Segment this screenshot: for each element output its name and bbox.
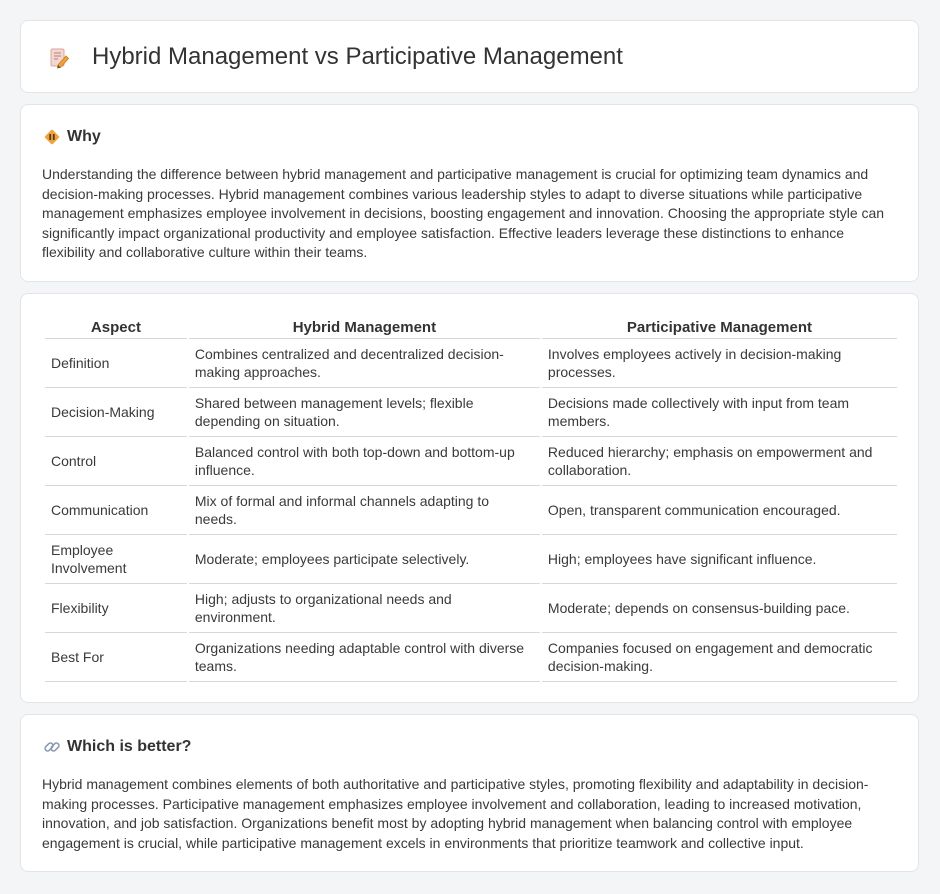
comparison-section: [20, 293, 919, 703]
better-text: Hybrid management combines elements of both authoritative and participative styles, promoting flexibility and adaptability in decision-making processes. Participative management emphasizes employee involvement and collaboration, leading to increased motivation, innovation, and job satisfaction. Organizations benefit most by adopting hybrid management when balancing control with employee engagement is crucial, while participative management excels in environments that prioritize teamwork and collective input.: [42, 776, 869, 851]
table-cell-participative: Decisions made collectively with input from team members.: [542, 388, 897, 437]
table-cell-aspect: Flexibility: [45, 584, 187, 633]
table-cell-aspect: Decision-Making: [45, 388, 187, 437]
why-heading-row: [43, 126, 101, 148]
table-cell-aspect: Definition: [45, 339, 187, 388]
table-header-row: [45, 316, 897, 339]
column-header: Hybrid Management: [189, 316, 540, 339]
table-cell-hybrid: High; adjusts to organizational needs and environment.: [189, 584, 540, 633]
table-row: [45, 437, 897, 486]
diamond-warning-icon: [43, 128, 61, 146]
table-cell-hybrid: Combines centralized and decentralized decision-making approaches.: [189, 339, 540, 388]
better-heading-row: [43, 736, 191, 758]
table-cell-hybrid: Moderate; employees participate selectively.: [189, 535, 540, 584]
table-cell-participative: Moderate; depends on consensus-building pace.: [542, 584, 897, 633]
why-section: [20, 104, 919, 282]
table-row: [45, 388, 897, 437]
table-cell-hybrid: Shared between management levels; flexible depending on situation.: [189, 388, 540, 437]
table-cell-participative: Open, transparent communication encouraged.: [542, 486, 897, 535]
which-is-better-section: [20, 714, 919, 872]
table-row: [45, 633, 897, 682]
table-cell-aspect: Control: [45, 437, 187, 486]
table-cell-participative: Companies focused on engagement and democratic decision-making.: [542, 633, 897, 682]
table-cell-aspect: Employee Involvement: [45, 535, 187, 584]
table-cell-aspect: Communication: [45, 486, 187, 535]
table-cell-participative: Reduced hierarchy; emphasis on empowerment and collaboration.: [542, 437, 897, 486]
column-header: Aspect: [45, 316, 187, 339]
column-header: Participative Management: [542, 316, 897, 339]
link-icon: [43, 738, 61, 756]
table-cell-hybrid: Balanced control with both top-down and bottom-up influence.: [189, 437, 540, 486]
table-row: [45, 486, 897, 535]
table-row: [45, 584, 897, 633]
table-cell-hybrid: Organizations needing adaptable control with diverse teams.: [189, 633, 540, 682]
why-text: Understanding the difference between hybrid management and participative management is crucial for optimizing team dynamics and decision-making processes. Hybrid management combines various leadership styles to adapt to diverse situations while participative management emphasizes employee involvement in decisions, boosting engagement and innovation. Choosing the appropriate style can significantly impact organizational productivity and employee satisfaction. Effective leaders leverage these distinctions to enhance flexibility and collaborative culture within their teams.: [42, 166, 885, 260]
table-row: [45, 339, 897, 388]
header-card: [20, 20, 919, 93]
table-cell-participative: High; employees have significant influence.: [542, 535, 897, 584]
table-cell-participative: Involves employees actively in decision-making processes.: [542, 339, 897, 388]
better-heading: Which is better?: [67, 738, 192, 755]
page-title: Hybrid Management vs Participative Management: [92, 43, 623, 70]
why-heading: Why: [67, 128, 101, 145]
table-cell-aspect: Best For: [45, 633, 187, 682]
document-pencil-icon: [48, 47, 70, 69]
table-row: [45, 535, 897, 584]
comparison-table: [43, 316, 899, 682]
table-cell-hybrid: Mix of formal and informal channels adapting to needs.: [189, 486, 540, 535]
